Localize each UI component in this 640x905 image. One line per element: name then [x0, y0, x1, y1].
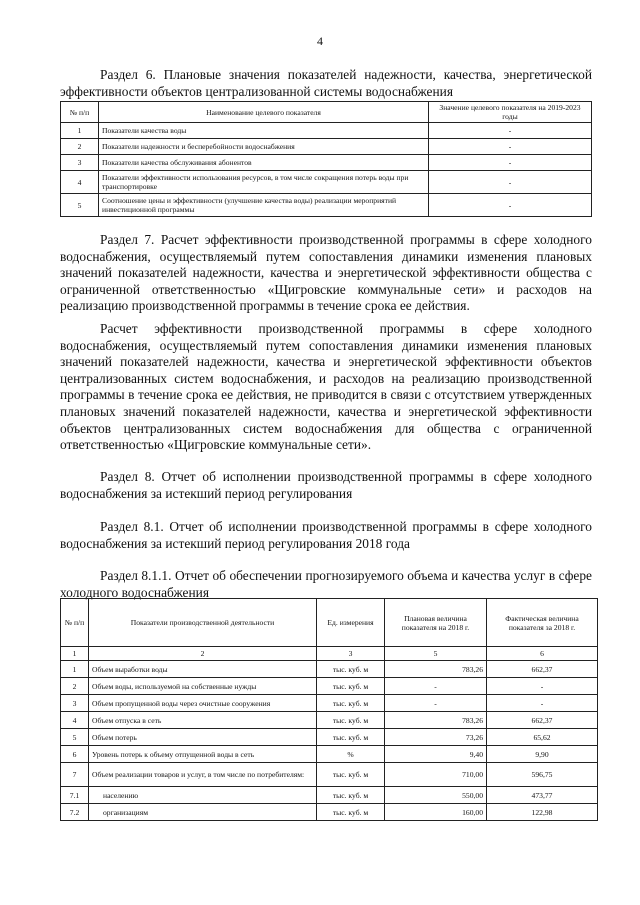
row-number: 7.1 — [61, 787, 89, 804]
fact-value: 473,77 — [487, 787, 598, 804]
table-row — [61, 712, 598, 729]
section6-heading: Раздел 6. Плановые значения показателей надежности, качества, энергетической эффективности объектов централизованной системы водоснабжения — [60, 67, 592, 99]
indicator-name: Объем выработки воды — [89, 661, 317, 678]
section6-table — [60, 101, 592, 217]
section81-heading: Раздел 8.1. Отчет об исполнении производственной программы в сфере холодного водоснабжения за истекший период регулирования 2018 года — [60, 519, 592, 551]
table-header-row — [61, 102, 592, 123]
indicator-name: населению — [89, 787, 317, 804]
fact-value: 122,98 — [487, 804, 598, 821]
indicator-name: Показатели качества обслуживания абонентов — [99, 155, 429, 171]
section7-paragraph-1: Раздел 7. Расчет эффективности производственной программы в сфере холодного водоснабжения, осуществляемый путем сопоставления динамики изменения плановых значений показателей надежности, качества и энергетической эффективности общества с ограниченной ответственностью «Щигровские коммунальные сети» и расходов на реализацию производственной программы в течение срока ее действия. — [60, 232, 592, 314]
plan-value: 783,26 — [385, 661, 487, 678]
table-row — [61, 763, 598, 787]
indicator-name: Объем потерь — [89, 729, 317, 746]
plan-value: 9,40 — [385, 746, 487, 763]
plan-value: 710,00 — [385, 763, 487, 787]
col-number: 6 — [487, 647, 598, 661]
col-number: 3 — [317, 647, 385, 661]
row-number: 4 — [61, 712, 89, 729]
unit: % — [317, 746, 385, 763]
fact-value: 596,75 — [487, 763, 598, 787]
table-row — [61, 787, 598, 804]
column-number-row — [61, 647, 598, 661]
fact-value: 65,62 — [487, 729, 598, 746]
unit: тыс. куб. м — [317, 787, 385, 804]
row-number: 3 — [61, 155, 99, 171]
fact-value: 662,37 — [487, 712, 598, 729]
unit: тыс. куб. м — [317, 695, 385, 712]
col-header: № п/п — [61, 599, 89, 647]
indicator-name: Соотношение цены и эффективности (улучшение качества воды) реализации мероприятий инвестиционной программы — [99, 194, 429, 217]
row-number: 2 — [61, 678, 89, 695]
table-row — [61, 746, 598, 763]
unit: тыс. куб. м — [317, 763, 385, 787]
fact-value: 9,90 — [487, 746, 598, 763]
table-header-row — [61, 599, 598, 647]
col-header: Показатели производственной деятельности — [89, 599, 317, 647]
row-number: 2 — [61, 139, 99, 155]
page-number: 4 — [317, 34, 323, 48]
section811-heading: Раздел 8.1.1. Отчет об обеспечении прогнозируемого объема и качества услуг в сфере холодного водоснабжения — [60, 568, 592, 600]
unit: тыс. куб. м — [317, 804, 385, 821]
table-row — [61, 678, 598, 695]
plan-value: - — [385, 695, 487, 712]
table-row — [61, 171, 592, 194]
indicator-value: - — [429, 194, 592, 217]
row-number: 1 — [61, 661, 89, 678]
table-row — [61, 695, 598, 712]
indicator-name: Показатели эффективности использования ресурсов, в том числе сокращения потерь воды при транспортировке — [99, 171, 429, 194]
row-number: 7.2 — [61, 804, 89, 821]
col-header: Фактическая величина показателя за 2018 г. — [487, 599, 598, 647]
col-header: № п/п — [61, 102, 99, 123]
plan-value: 550,00 — [385, 787, 487, 804]
fact-value: - — [487, 678, 598, 695]
row-number: 3 — [61, 695, 89, 712]
indicator-value: - — [429, 139, 592, 155]
indicator-name: Показатели надежности и бесперебойности водоснабжения — [99, 139, 429, 155]
fact-value: 662,37 — [487, 661, 598, 678]
indicator-value: - — [429, 171, 592, 194]
unit: тыс. куб. м — [317, 678, 385, 695]
table-row — [61, 661, 598, 678]
fact-value: - — [487, 695, 598, 712]
col-number: 5 — [385, 647, 487, 661]
row-number: 7 — [61, 763, 89, 787]
indicator-name: Объем пропущенной воды через очистные сооружения — [89, 695, 317, 712]
col-header: Ед. измерения — [317, 599, 385, 647]
col-number: 1 — [61, 647, 89, 661]
indicator-name: Показатели качества воды — [99, 123, 429, 139]
row-number: 4 — [61, 171, 99, 194]
plan-value: 783,26 — [385, 712, 487, 729]
indicator-name: Объем воды, используемой на собственные нужды — [89, 678, 317, 695]
unit: тыс. куб. м — [317, 712, 385, 729]
indicator-name: Уровень потерь к объему отпущенной воды в сеть — [89, 746, 317, 763]
indicator-name: Объем отпуска в сеть — [89, 712, 317, 729]
row-number: 1 — [61, 123, 99, 139]
table-row — [61, 123, 592, 139]
section811-table — [60, 598, 598, 821]
plan-value: - — [385, 678, 487, 695]
row-number: 5 — [61, 729, 89, 746]
section8-heading: Раздел 8. Отчет об исполнении производственной программы в сфере холодного водоснабжения за истекший период регулирования — [60, 469, 592, 501]
indicator-value: - — [429, 155, 592, 171]
table-row — [61, 155, 592, 171]
table-row — [61, 194, 592, 217]
col-header: Значение целевого показателя на 2019-2023 годы — [429, 102, 592, 123]
col-number: 2 — [89, 647, 317, 661]
plan-value: 73,26 — [385, 729, 487, 746]
section7-paragraph-2: Расчет эффективности производственной программы в сфере холодного водоснабжения, осуществляемый путем сопоставления динамики изменения плановых значений показателей надежности, качества и энергетической эффективности объектов централизованных систем водоснабжения, и расходов на реализацию производственной программы в течение срока ее действия, не приводится в связи с отсутствием утвержденных плановых значений показателей надежности, качества и энергетической эффективности объектов централизованных систем водоснабжения для общества с ограниченной ответственностью «Щигровские коммунальные сети». — [60, 321, 592, 453]
indicator-name: Объем реализации товаров и услуг, в том числе по потребителям: — [89, 763, 317, 787]
unit: тыс. куб. м — [317, 729, 385, 746]
table-row — [61, 804, 598, 821]
col-header: Наименование целевого показателя — [99, 102, 429, 123]
indicator-name: организациям — [89, 804, 317, 821]
table-row — [61, 729, 598, 746]
plan-value: 160,00 — [385, 804, 487, 821]
col-header: Плановая величина показателя на 2018 г. — [385, 599, 487, 647]
row-number: 6 — [61, 746, 89, 763]
indicator-value: - — [429, 123, 592, 139]
unit: тыс. куб. м — [317, 661, 385, 678]
row-number: 5 — [61, 194, 99, 217]
table-row — [61, 139, 592, 155]
